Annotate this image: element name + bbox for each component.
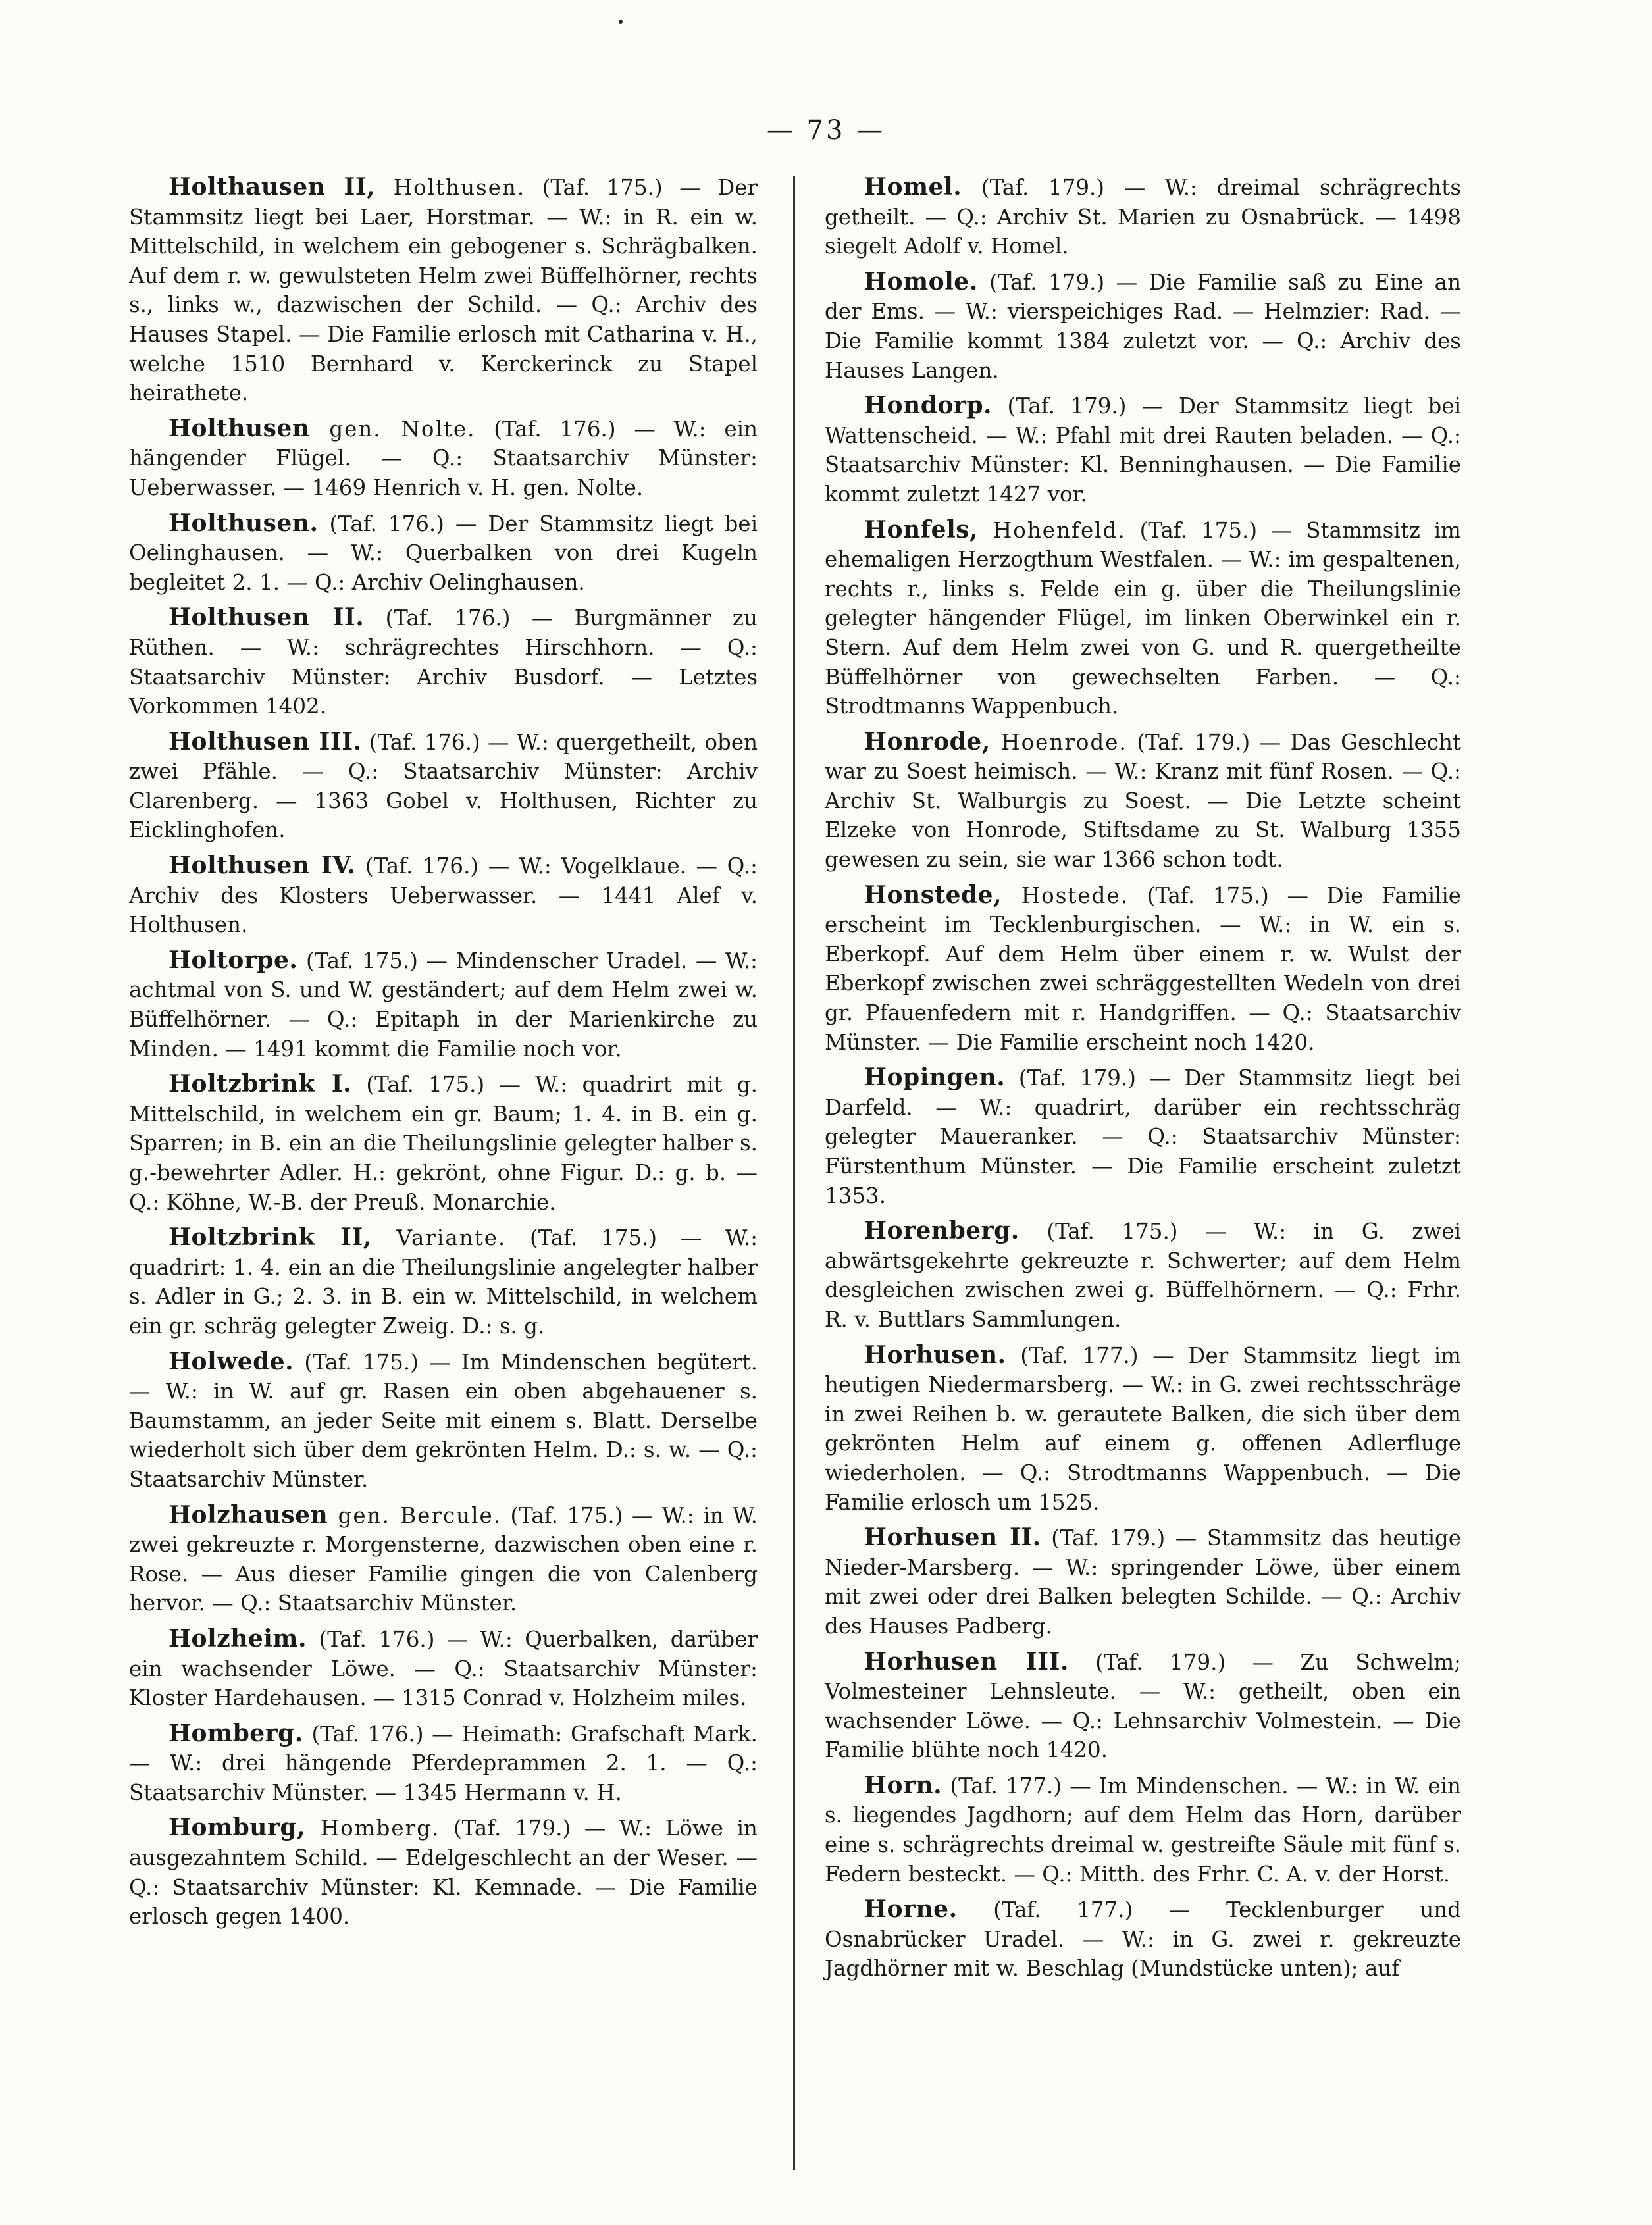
right-column (825, 172, 1461, 1989)
entry-text: (Taf. 179.) — W.: dreimal schrägrechts getheilt. — Q.: Archiv St. Marien zu Osnabrück. — 1498 siegelt Adolf v. Homel. (825, 175, 1461, 259)
entry-text: (Taf. 175.) — Stammsitz im ehemaligen Herzogthum Westfalen. — W.: im gespaltenen, rechts r., links s. Felde ein g. über die Theilungslinie gelegter hängender Flügel, im linken Oberwinkel ein r. Stern. Auf dem Helm zwei von G. und R. quergetheilte Büffelhörner von gewechselten Farben. — Q.: Strodtmanns Wappenbuch. (825, 517, 1461, 719)
ink-speck (619, 20, 623, 24)
entry-headword: Horhusen II. (864, 1523, 1041, 1552)
entry-text: (Taf. 179.) — Der Stammsitz liegt bei Wattenscheid. — W.: Pfahl mit drei Rauten beladen. — Q.: Staatsarchiv Münster: Kl. Benninghausen. — Die Familie kommt zuletzt 1427 vor. (825, 394, 1461, 507)
lexicon-entry (825, 391, 1461, 509)
entry-text: (Taf. 179.) — Das Geschlecht war zu Soest heimisch. — W.: Kranz mit fünf Rosen. — Q.: Archiv St. Walburgis zu Soest. — Die Letzte scheint Elzeke von Honrode, Stiftsdame zu St. Walburg 1355 gewesen zu sein, sie war 1366 schon todt. (825, 729, 1461, 873)
lexicon-entry (129, 1624, 758, 1713)
column-divider (793, 176, 795, 2170)
lexicon-entry (825, 1063, 1461, 1210)
entry-headword: Hondorp. (864, 392, 993, 420)
entry-text: (Taf. 175.) — Die Familie erscheint im Tecklenburgischen. — W.: in W. ein s. Eberkopf. Auf dem Helm über einem r. w. Wulst der Eberkopf zwischen zwei schräggestellten Wedeln von drei gr. Pfauenfedern mit r. Handgriffen. — Q.: Staatsarchiv Münster. — Die Familie erscheint noch 1420. (825, 882, 1461, 1055)
entry-variant: Hostede. (1002, 882, 1129, 908)
lexicon-entry (825, 1771, 1461, 1889)
entry-text: (Taf. 175.) — W.: in G. zwei abwärtsgekehrte gekreuzte r. Schwerter; auf dem Helm desgleichen zwischen zwei g. Büffelhörnern. — Q.: Frhr. R. v. Buttlars Sammlungen. (825, 1219, 1461, 1332)
lexicon-entry (825, 515, 1461, 721)
entry-text: (Taf. 177.) — Der Stammsitz liegt im heutigen Niedermarsberg. — W.: in G. zwei rechtsschräge in zwei Reihen b. w. gerautete Balken, die sich über dem gekrönten Helm auf einem g. offenen Adlerfluge wiederholen. — Q.: Strodtmanns Wappenbuch. — Die Familie erlosch um 1525. (825, 1343, 1461, 1515)
entry-headword: Honrode, (864, 727, 991, 755)
lexicon-entry (825, 267, 1461, 385)
entry-variant: gen. Nolte. (309, 416, 476, 442)
entry-headword: Holthausen II, (168, 173, 376, 201)
lexicon-entry (129, 1500, 758, 1618)
entry-text: (Taf. 176.) — Heimath: Grafschaft Mark. — W.: drei hängende Pferdeprammen 2. 1. — Q.: Staatsarchiv Münster. — 1345 Hermann v. H. (129, 1721, 758, 1805)
lexicon-entry (129, 1347, 758, 1495)
lexicon-entry (129, 851, 758, 940)
lexicon-entry (825, 727, 1461, 875)
entry-variant: Hoenrode. (990, 729, 1127, 755)
entry-text: (Taf. 177.) — Im Mindenschen. — W.: in W. ein s. liegendes Jagdhorn; auf dem Helm das Horn, darüber eine s. schrägrechts dreimal w. gestreifte Säule mit fünf s. Federn besteckt. — Q.: Mitth. des Frhr. C. A. v. der Horst. (825, 1773, 1461, 1887)
entry-text: (Taf. 179.) — Stammsitz das heutige Nieder-Marsberg. — W.: springender Löwe, über einem mit zwei oder drei Balken belegten Schilde. — Q.: Archiv des Hauses Padberg. (825, 1525, 1462, 1639)
entry-headword: Horne. (864, 1895, 958, 1924)
entry-text: (Taf. 175.) — Mindenscher Uradel. — W.: achtmal von S. und W. geständert; auf dem Helm zwei w. Büffelhörner. — Q.: Epitaph in der Marienkirche zu Minden. — 1491 kommt die Familie noch vor. (129, 948, 758, 1061)
entry-text: (Taf. 177.) — Tecklenburger und Osnabrücker Uradel. — W.: in G. zwei r. gekreuzte Jagdhörner mit w. Beschlag (Mundstücke unten); auf (825, 1897, 1461, 1982)
lexicon-entry (825, 1895, 1461, 1983)
lexicon-entry (825, 881, 1461, 1058)
entry-text: (Taf. 176.) — W.: Querbalken, darüber ein wachsender Löwe. — Q.: Staatsarchiv Münster: Kloster Hardehausen. — 1315 Conrad v. Holzheim miles. (129, 1626, 758, 1711)
lexicon-entry (825, 172, 1461, 261)
entry-headword: Hopingen. (864, 1063, 1006, 1092)
lexicon-entry (129, 1813, 758, 1931)
entry-text: (Taf. 175.) — W.: quadrirt mit g. Mittelschild, in welchem ein gr. Baum; 1. 4. in B. ein g. Sparren; in B. ein an die Theilungslinie gelegter halber s. g.-bewehrter Adler. H.: gekrönt, ohne Figur. D.: g. b. — Q.: Köhne, W.-B. der Preuß. Monarchie. (129, 1072, 758, 1215)
entry-headword: Holthusen (168, 414, 310, 442)
entry-headword: Holwede. (168, 1347, 294, 1375)
lexicon-entry (825, 1216, 1461, 1334)
lexicon-entry (129, 1719, 758, 1808)
entry-text: (Taf. 176.) — W.: quergetheilt, oben zwei Pfähle. — Q.: Staatsarchiv Münster: Archiv Clarenberg. — 1363 Gobel v. Holthusen, Richter zu Eicklinghofen. (129, 729, 758, 843)
entry-headword: Holtzbrink II, (168, 1223, 372, 1252)
entry-headword: Homel. (864, 173, 962, 201)
entry-headword: Horn. (864, 1771, 942, 1799)
lexicon-entry (129, 172, 758, 408)
entry-text: (Taf. 179.) — Der Stammsitz liegt bei Darfeld. — W.: quadrirt, darüber ein rechtsschräg gelegter Maueranker. — Q.: Staatsarchiv Münster: Fürstenthum Münster. — Die Familie erscheint zuletzt 1353. (825, 1065, 1461, 1208)
entry-text: (Taf. 179.) — Zu Schwelm; Volmesteiner Lehnsleute. — W.: getheilt, oben ein wachsender Löwe. — Q.: Lehnsarchiv Volmestein. — Die Familie blühte noch 1420. (825, 1649, 1461, 1763)
lexicon-entry (129, 946, 758, 1063)
entry-text: (Taf. 175.) — W.: quadrirt: 1. 4. ein an die Theilungslinie angelegter halber s. Adler in G.; 2. 3. in B. ein w. Mittelschild, in welchem ein gr. schräg gelegter Zweig. D.: s. g. (129, 1225, 758, 1339)
entry-headword: Holtorpe. (168, 946, 298, 974)
entry-headword: Holzhausen (168, 1500, 328, 1529)
entry-variant: Variante. (371, 1225, 507, 1251)
entry-headword: Horhusen III. (864, 1647, 1069, 1675)
entry-variant: Hohenfeld. (978, 517, 1126, 543)
entry-variant: gen. Bercule. (328, 1502, 502, 1528)
lexicon-entry (825, 1341, 1461, 1518)
entry-headword: Honfels, (864, 515, 979, 544)
entry-headword: Holthusen II. (168, 603, 365, 632)
lexicon-entry (129, 509, 758, 598)
entry-text: (Taf. 176.) — Burgmänner zu Rüthen. — W.: schrägrechtes Hirschhorn. — Q.: Staatsarchiv Münster: Archiv Busdorf. — Letztes Vorkommen 1402. (129, 605, 758, 719)
left-column (129, 172, 758, 1937)
entry-headword: Holzheim. (168, 1624, 307, 1652)
entry-text: (Taf. 175.) — Im Mindenschen begütert. — W.: in W. auf gr. Rasen ein oben abgehauener s. Baumstamm, an jeder Seite mit einem s. Blatt. Derselbe wiederholt sich über dem gekrönten Helm. D.: s. w. — Q.: Staatsarchiv Münster. (129, 1349, 758, 1492)
entry-text: (Taf. 176.) — W.: Vogelklaue. — Q.: Archiv des Klosters Ueberwasser. — 1441 Alef v. Holthusen. (129, 854, 758, 938)
lexicon-entry (825, 1647, 1461, 1765)
entry-headword: Homburg, (168, 1814, 306, 1842)
lexicon-entry (129, 414, 758, 503)
entry-text: (Taf. 176.) — W.: ein hängender Flügel. — Q.: Staatsarchiv Münster: Ueberwasser. — 1469 Henrich v. H. gen. Nolte. (129, 416, 758, 500)
entry-headword: Holthusen. (168, 509, 319, 537)
entry-headword: Homberg. (168, 1719, 303, 1747)
entry-text: (Taf. 179.) — Die Familie saß zu Eine an der Ems. — W.: vierspeichiges Rad. — Helmzier: Rad. — Die Familie kommt 1384 zuletzt vor. — Q.: Archiv des Hauses Langen. (825, 269, 1461, 383)
entry-headword: Holtzbrink I. (168, 1070, 352, 1098)
entry-text: (Taf. 175.) — Der Stammsitz liegt bei Laer, Horstmar. — W.: in R. ein w. Mittelschild, in welchem ein gebogener s. Schrägbalken. Auf dem r. w. gewulsteten Helm zwei Büffelhörner, rechts s., links w., dazwischen der Schild. — Q.: Archiv des Hauses Stapel. — Die Familie erlosch mit Catharina v. H., welche 1510 Bernhard v. Kerckerinck zu Stapel heirathete. (129, 175, 758, 406)
entry-variant: Homberg. (305, 1816, 440, 1841)
entry-headword: Holthusen III. (168, 727, 362, 755)
entry-headword: Holthusen IV. (168, 852, 356, 880)
page-number: — 73 — (766, 115, 886, 145)
entry-headword: Honstede, (864, 881, 1002, 909)
entry-headword: Homole. (864, 267, 978, 295)
entry-variant: Holthusen. (375, 175, 526, 200)
lexicon-entry (129, 603, 758, 721)
entry-headword: Horenberg. (864, 1217, 1020, 1245)
entry-text: (Taf. 179.) — W.: Löwe in ausgezahntem Schild. — Edelgeschlecht an der Weser. — Q.: Staatsarchiv Münster: Kl. Kemnade. — Die Familie erlosch gegen 1400. (129, 1816, 758, 1930)
entry-text: (Taf. 175.) — W.: in W. zwei gekreuzte r. Morgensterne, dazwischen oben eine r. Rose. — Aus dieser Familie gingen die von Calenberg hervor. — Q.: Staatsarchiv Münster. (129, 1502, 758, 1616)
lexicon-entry (129, 1069, 758, 1217)
entry-text: (Taf. 176.) — Der Stammsitz liegt bei Oelinghausen. — W.: Querbalken von drei Kugeln begleitet 2. 1. — Q.: Archiv Oelinghausen. (129, 511, 758, 595)
lexicon-entry (129, 727, 758, 845)
lexicon-entry (129, 1223, 758, 1341)
lexicon-entry (825, 1523, 1461, 1641)
entry-headword: Horhusen. (864, 1341, 1006, 1369)
